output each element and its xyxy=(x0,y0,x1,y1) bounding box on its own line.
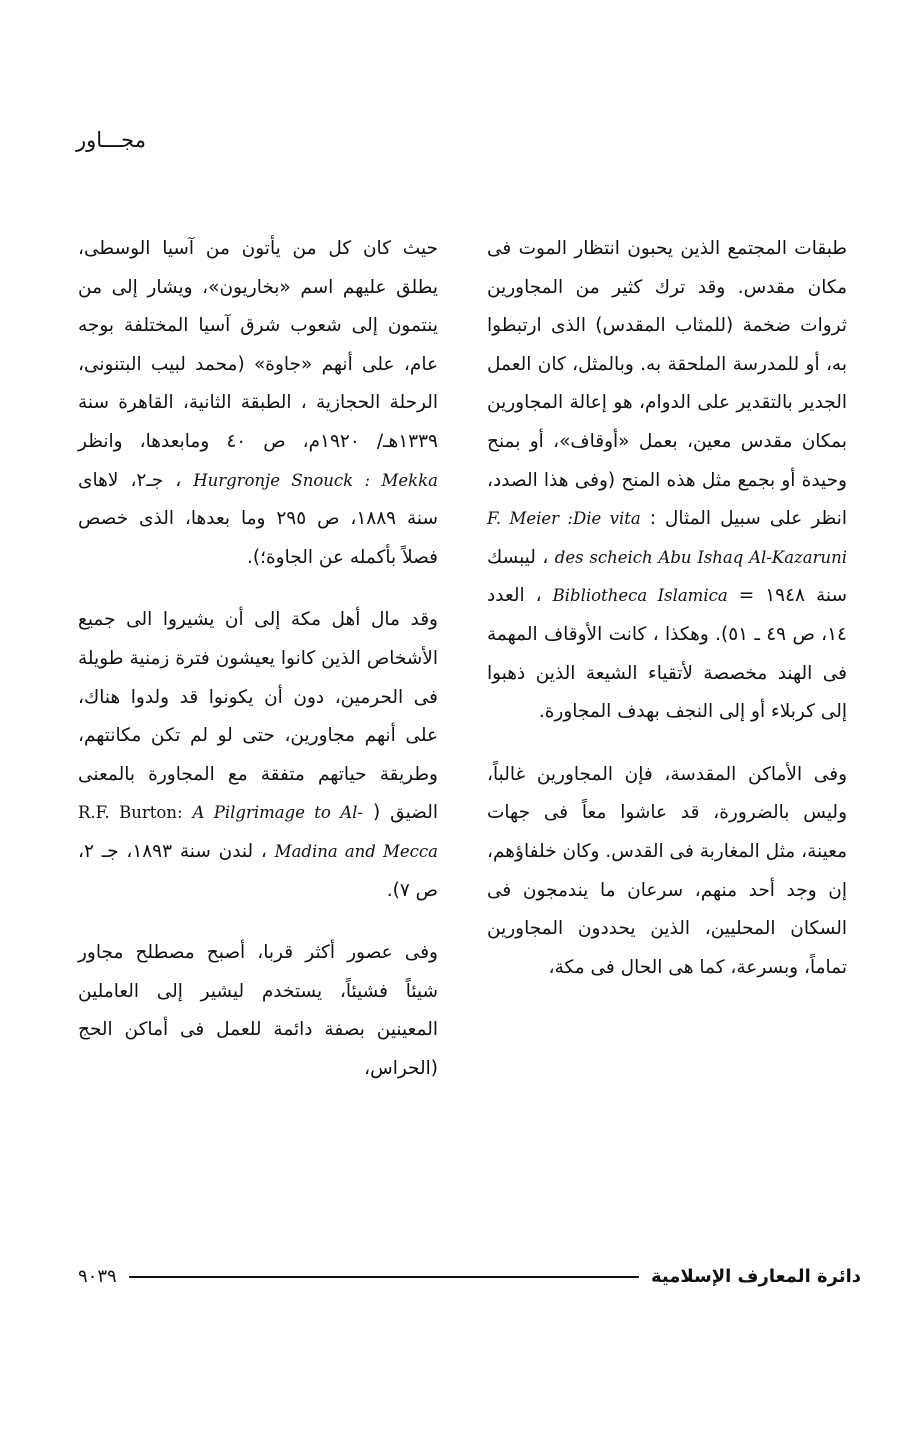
paragraph: وفى عصور أكثر قربا، أصبح مصطلح مجاور شيئاً فشيئاً، يستخدم ليشير إلى العاملين المعينين بصفة دائمة للعمل فى أماكن الحج (الحراس، xyxy=(78,942,438,1079)
paragraph-text: ، العدد ١٤، ص ٤٩ ـ ٥١). وهكذا ، كانت الأوقاف المهمة فى الهند مخصصة لأتقياء الشيعة الذين ذهبوا إلى كربلاء أو إلى النجف بهدف المجاورة. xyxy=(487,585,847,723)
page-footer xyxy=(78,1266,861,1287)
page-number: ٩٠٣٩ xyxy=(78,1266,117,1287)
running-title: مجـــاور xyxy=(76,128,146,152)
encyclopedia-title: دائرة المعارف الإسلامية xyxy=(650,1266,861,1287)
paragraph-text: ، جـ٢، لاهاى سنة ١٨٨٩، ص ٢٩٥ وما بعدها، الذى خصص فصلاً بأكمله عن الجاوة؛). xyxy=(78,469,439,568)
left-column xyxy=(78,230,438,1112)
paragraph xyxy=(78,601,438,910)
paragraph-text: ، لندن سنة ١٨٩٣، جـ ٢، ص ٧). xyxy=(78,840,438,901)
citation-hurgronje: Hurgronje Snouck : Mekka xyxy=(193,470,438,490)
citation-burton-title: A Pilgrimage to Al-Madina and Mecca xyxy=(192,803,438,861)
paragraph-text: حيث كان كل من يأتون من آسيا الوسطى، يطلق عليهم اسم «بخاريون»، ويشار إلى من ينتمون إلى شعوب شرق آسيا المختلفة بوجه عام، على أنهم «جاوة» (محمد لبيب البتنونى، الرحلة الحجازية ، الطبقة الثانية، القاهرة سنة ١٣٣٩هـ/ ١٩٢٠م، ص ٤٠ ومابعدها، وانظر xyxy=(78,238,438,452)
citation-meier: F. Meier :Die vita des scheich Abu Ishaq Al-Kazaruni xyxy=(487,509,848,567)
right-column xyxy=(487,230,847,1011)
paragraph-text: ، ليبسك سنة ١٩٤٨ = xyxy=(487,546,847,607)
paragraph xyxy=(487,230,847,732)
footer-rule xyxy=(129,1276,639,1278)
citation-bibliotheca: Bibliotheca Islamica xyxy=(552,586,728,606)
paragraph-text: طبقات المجتمع الذين يحبون انتظار الموت فى مكان مقدس. وقد ترك كثير من المجاورين ثروات ضخمة (للمثاب المقدس) الذى ارتبطوا به، أو للمدرسة الملحقة به. وبالمثل، كان العمل الجدير بالتقدير على الدوام، هو إعالة المجاورين بمكان مقدس معين، بعمل «أوقاف»، أو بمنح وحيدة أو بجمع مثل هذه المنح (وفى هذا الصدد، انظر على سبيل المثال : xyxy=(487,238,847,530)
citation-burton-author: R.F. Burton: xyxy=(78,803,183,823)
paragraph xyxy=(78,230,438,577)
paragraph: وفى الأماكن المقدسة، فإن المجاورين غالباً، وليس بالضرورة، قد عاشوا معاً فى جهات معينة، مثل المغاربة فى القدس. وكان خلفاؤهم، إن وجد أحد منهم، سرعان ما يندمجون فى السكان المحليين، الذين يحددون المجاورين تماماً، وبسرعة، كما هى الحال فى مكة، xyxy=(487,763,847,978)
paragraph-text: وقد مال أهل مكة إلى أن يشيروا الى جميع الأشخاص الذين كانوا يعيشون فترة زمنية طويلة فى الحرمين، دون أن يكونوا قد ولدوا هناك، على أنهم مجاورين، حتى لو لم تكن مكانتهم، وطريقة حياتهم متفقة مع المجاورة بالمعنى الضيق ( xyxy=(78,609,438,824)
